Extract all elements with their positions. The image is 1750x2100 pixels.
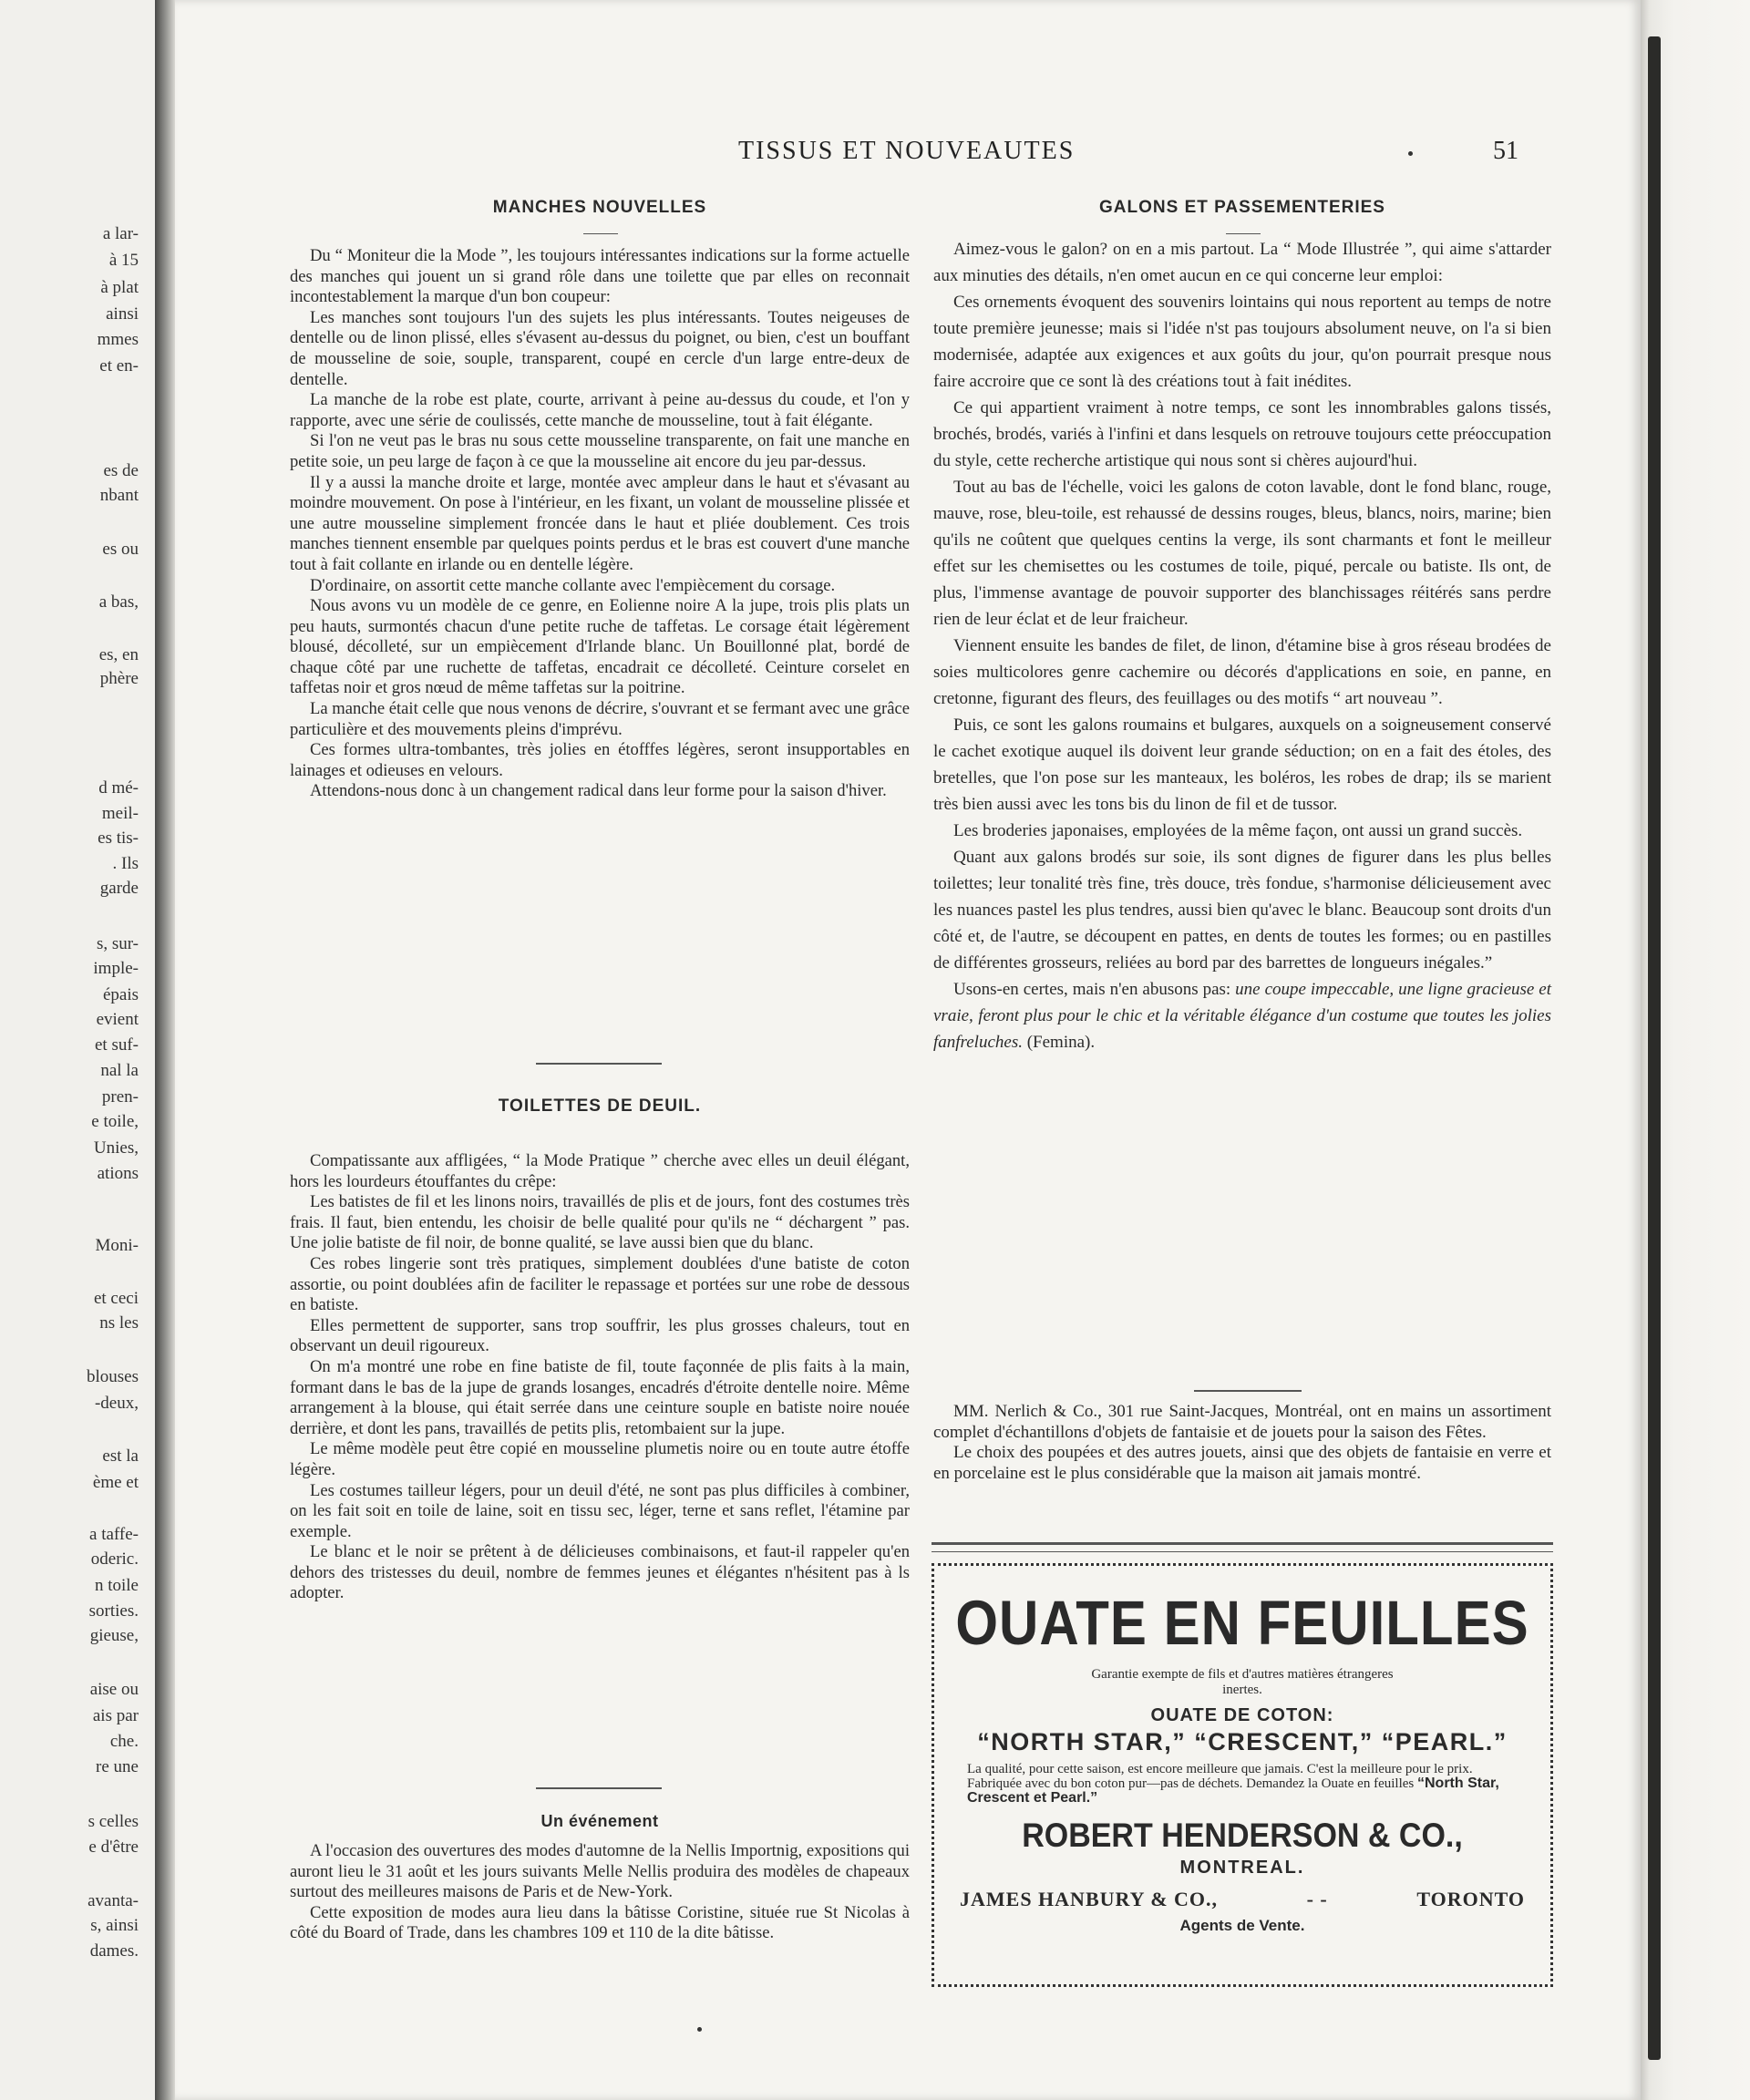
left-page-fragment: blouses (87, 1367, 139, 1386)
left-page-fragment: phère (99, 669, 139, 688)
ad-body-bold: “North Star, Crescent et Pearl.” (967, 1776, 1499, 1806)
speck (1408, 151, 1413, 156)
left-page-fragment: ations (97, 1164, 139, 1183)
ad-agent-name: JAMES HANBURY & CO., (960, 1888, 1219, 1910)
left-page-fragment: s celles (88, 1812, 139, 1831)
left-page-fragment: -deux, (94, 1394, 139, 1413)
left-page-fragment: a lar- (102, 224, 139, 243)
left-page-fragment: pren- (101, 1087, 139, 1107)
ad-top-rule (932, 1551, 1553, 1552)
closing-text: Usons-en certes, mais n'en abusons pas: (953, 980, 1236, 999)
ad-agent-line (934, 1888, 1550, 1911)
paragraph: Compatissante aux affligées, “ la Mode Pratique ” cherche avec elles un deuil élégant, hors les lourdeurs étouffantes du crêpe: (290, 1151, 910, 1191)
article-galons (933, 236, 1551, 1055)
left-page-fragment: es tis- (98, 829, 139, 848)
left-page-fragment: et en- (99, 356, 139, 376)
left-page-fragment: garde (99, 879, 139, 898)
left-page-fragment: e toile, (91, 1112, 139, 1131)
paragraph: Cette exposition de modes aura lieu dans la bâtisse Coristine, située rue St Nicolas à côté du Board of Trade, dans les chambres 109 et 110 de la dite bâtisse. (290, 1902, 910, 1943)
left-page-fragment: che. (109, 1732, 139, 1751)
ad-title: OUATE EN FEUILLES (955, 1587, 1529, 1659)
paragraph: D'ordinaire, on assortit cette manche collante avec l'empiècement du corsage. (310, 575, 836, 595)
article-nerlich (933, 1402, 1551, 1484)
left-page-fragment: et ceci (93, 1289, 139, 1308)
ad-top-rule (932, 1542, 1553, 1545)
right-page-edge (1641, 0, 1750, 2100)
paragraph: Il y a aussi la manche droite et large, montée avec ampleur dans le haut et s'évasant au moindre mouvement. On pose à l'intérieur, en les fixant, un volant de mousseline plissée et une autre mousseline simplement froncée dans le haut et pliée doublement. Ces trois manches tiennent ensemble par quelques points perdus et le bras est couvert d'une manche tout à fait collante en irlande ou en dentelle légère. (290, 472, 910, 574)
ad-agent-dashes: - - (1306, 1888, 1328, 1910)
heading-deuil: TOILETTES DE DEUIL. (498, 1096, 702, 1116)
paragraph: Le même modèle peut être copié en mousseline plumetis noire ou en toute autre étoffe légère. (290, 1439, 910, 1479)
running-title: TISSUS ET NOUVEAUTES (738, 137, 1076, 165)
ad-agent-city: TORONTO (1416, 1888, 1525, 1910)
section-divider (536, 1787, 662, 1789)
ad-guarantee: Garantie exempte de fils et d'autres matières étrangeres inertes. (1091, 1667, 1394, 1697)
page-number: 51 (1493, 137, 1518, 165)
paragraph: Ces ornements évoquent des souvenirs lointains qui nous reportent au temps de notre toute première jeunesse; mais si l'idée n'st pas toujours absolument neuve, on l'a si bien modernisée, adaptée aux exigences et aux goûts du jour, qu'on pourrait presque nous faire accroire que ce sont là des créations tout à fait inédites. (933, 293, 1551, 391)
left-page-fragment: sorties. (88, 1601, 139, 1621)
paragraph: Attendons-nous donc à un changement radical dans leur forme pour la saison d'hiver. (310, 781, 887, 801)
heading-manches: MANCHES NOUVELLES (492, 198, 707, 217)
section-divider (536, 1063, 662, 1065)
left-page-fragment: gieuse, (89, 1626, 139, 1645)
left-page-fragment: avanta- (88, 1891, 139, 1910)
heading-galons: GALONS ET PASSEMENTERIES (1099, 198, 1385, 217)
left-page-fragment: n toile (94, 1576, 139, 1595)
left-page-fragment: nal la (100, 1061, 139, 1080)
left-page-fragment: à plat (100, 278, 139, 297)
left-page-fragment: ns les (99, 1313, 139, 1333)
left-page-fragment: imple- (93, 959, 139, 978)
paragraph: Puis, ce sont les galons roumains et bulgares, auxquels on a soigneusement conservé le cachet exotique auquel ils doivent leur grande séduction; on en a fait des étoles, des bretelles, que l'on pose sur les manteaux, les boléros, les robes de drap; ils se marient très bien aussi avec les tons bis du linon de fil et de tussor. (933, 715, 1551, 814)
paragraph: La manche était celle que nous venons de décrire, s'ouvrant et se fermant avec une grâce particulière et des mouvements pleins d'imprévu. (290, 699, 910, 739)
ad-agents-label: Agents de Vente. (1179, 1917, 1305, 1934)
left-page-fragment: meil- (101, 804, 139, 823)
left-page-fragment: s, ainsi (90, 1916, 139, 1935)
article-deuil (290, 1151, 910, 1604)
advertisement-box (932, 1563, 1553, 1987)
left-page-fragment: es, en (98, 645, 139, 664)
paragraph: Du “ Moniteur die la Mode ”, les toujours intéressantes indications sur la forme actuelle des manches qui jouent un si grand rôle dans une toilette que par elles on reconnait incontestablement la marque d'un bon coupeur: (290, 246, 910, 307)
paragraph: On m'a montré une robe en fine batiste de fil, toute façonnée de plis faits à la main, formant dans le bas de la jupe de grands losanges, encadrés d'étroite dentelle noire. Même arrangement à la blouse, qui était serrée dans une ceinture souple en batiste noire nouée derrière, et dont les pans, travaillés de petits plis, retombaient sur la jupe. (290, 1356, 910, 1438)
left-page-fragment: es ou (102, 540, 139, 559)
left-page-fragment: est la (102, 1446, 139, 1466)
left-page-fragment: oderic. (90, 1549, 139, 1569)
left-page-fragment: à 15 (108, 251, 139, 270)
paragraph: Le choix des poupées et des autres jouets, ainsi que des objets de fantaisie en verre et en porcelaine est le plus considérable que la maison ait jamais montré. (933, 1443, 1551, 1483)
paragraph: Tout au bas de l'échelle, voici les galons de coton lavable, dont le fond blanc, rouge, mauve, rose, bleu-toile, est rehaussé de dessins rouges, bleus, blancs, noirs, marine; bien qu'ils ne coûtent que quelques centins la verge, ils sont charmants et font le meilleur effet sur les chemisettes ou les costumes de toile, piqué, percale ou batiste. Ils ont, de plus, l'immense avantage de pouvoir supporter des blanchissages réitérés sans perdre rien de leur éclat et de leur fraicheur. (933, 478, 1551, 629)
paragraph: Ces robes lingerie sont très pratiques, simplement doublées d'une batiste de coton assortie, ou point doublées afin de faciliter le repassage et portées sur une robe de dessous en batiste. (290, 1253, 910, 1315)
left-page-fragment: ais par (92, 1706, 139, 1725)
closing-source: (Femina). (1022, 1033, 1096, 1052)
paragraph: MM. Nerlich & Co., 301 rue Saint-Jacques, Montréal, ont en mains un assortiment complet d'échantillons d'objets de fantaisie et de jouets pour la saison des Fêtes. (933, 1402, 1551, 1442)
binding-bar (1648, 36, 1661, 2060)
paragraph: Si l'on ne veut pas le bras nu sous cette mousseline transparente, on fait une manche en petite soie, un peu large de façon à ce que la mousseline ait encore du jeu par-dessus. (290, 431, 910, 471)
ad-brands: “NORTH STAR,” “CRESCENT,” “PEARL.” (977, 1728, 1508, 1755)
ad-body (934, 1756, 1550, 1806)
left-page-fragment: s, sur- (96, 934, 139, 953)
left-page-fragment: mmes (97, 330, 139, 349)
left-page-fragment: ème et (92, 1473, 139, 1492)
paragraph: Aimez-vous le galon? on en a mis partout. La “ Mode Illustrée ”, qui aime s'attarder aux minuties des détails, n'en omet aucun en ce qui concerne leur emploi: (933, 240, 1551, 285)
paragraph: Elles permettent de supporter, sans trop souffrir, les plus grosses chaleurs, tout en observant un deuil rigoureux. (290, 1315, 910, 1356)
left-page-fragment: aise ou (89, 1680, 139, 1699)
left-page-fragment: ainsi (106, 304, 139, 324)
paragraph: Viennent ensuite les bandes de filet, de linon, d'étamine bise à gros réseau brodées de soies multicolores genre cachemire ou décorés d'applications en soie, en panne, en cretonne, figurant des fleurs, des feuillages ou des motifs “ art nouveau ”. (933, 636, 1551, 708)
paragraph: La manche de la robe est plate, courte, arrivant à peine au-dessus du coude, et l'on y rapporte, avec une série de coulissés, cette manche de mousseline, tout à fait élégante. (290, 390, 910, 430)
speck (697, 2027, 702, 2032)
left-page-fragment: re une (96, 1757, 139, 1776)
left-page-fragment: et suf- (94, 1035, 139, 1055)
left-page-fragment: a bas, (98, 592, 139, 612)
paragraph: Les costumes tailleur légers, pour un deuil d'été, ne sont pas plus difficiles à combiner, on les fait soit en toile de laine, soit en tissu sec, léger, terne et sans reflet, l'étamine par exemple. (290, 1480, 910, 1541)
left-page-fragment: . Ils (112, 854, 139, 873)
heading-rule (1226, 233, 1261, 234)
left-page-fragment: es de (103, 461, 139, 480)
left-page-fragment: nbant (99, 486, 139, 505)
paragraph: Nous avons vu un modèle de ce genre, en Eolienne noire A la jupe, trois plis plats un peu hauts, surmontés chacun d'une petite ruche de taffetas. Le corsage était légèrement blousé, décolleté, sur un empiècement d'Irlande blanc. Un Bouillonné plat, bordé de chaque côté par une ruchette de taffetas, encadrait ce décolleté. Ceinture corselet en taffetas noir et gros nœud de même taffetas sur la poitrine. (290, 596, 910, 698)
ad-city: MONTREAL. (1179, 1858, 1305, 1878)
heading-rule (583, 233, 618, 234)
left-facing-page (0, 0, 159, 2100)
closing-quote: une coupe impeccable, une ligne gracieuse et vraie, feront plus pour le chic et la véritable élégance d'un costume que toutes les jolies fanfreluches. (933, 980, 1552, 1052)
ad-body-text: La qualité, pour cette saison, est encore meilleure que jamais. C'est la meilleure pour le prix. Fabriquée avec du bon coton pur—pas de déchets. Demandez la Ouate en feuilles (967, 1762, 1473, 1791)
paragraph: Ce qui appartient vraiment à notre temps, ce sont les innombrables galons tissés, brochés, brodés, variés à l'infini et dans lesquels on retrouve toujours cette préoccupation du style, cette recherche artistique qui nous sont si chères aujourd'hui. (933, 398, 1551, 470)
paragraph: Ces formes ultra-tombantes, très jolies en étofffes légères, seront insupportables en lainages et odieuses en velours. (290, 740, 910, 780)
left-page-fragment: dames. (89, 1941, 139, 1961)
paragraph: Quant aux galons brodés sur soie, ils sont dignes de figurer dans les plus belles toilettes; leur tonalité très fine, très douce, très fondue, s'harmonise délicieusement avec les nuances pastel les plus tendres, aussi bien qu'avec le blanc. Beaucoup sont droits d'un côté et, de l'autre, se découpent en pattes, en dents de toutes les formes; ou en pastilles de différentes grosseurs, reliées au bord par des barrettes de longueurs inégales.” (933, 848, 1551, 973)
paragraph: Les batistes de fil et les linons noirs, travaillés de plis et de jours, font des costumes très frais. Il faut, bien entendu, les choisir de belle qualité pour qu'ils ne “ déchargent ” pas. Une jolie batiste de fil noir, de bonne qualité, se lave aussi bien que du blanc. (290, 1192, 910, 1253)
left-page-fragment: a taffe- (89, 1525, 139, 1544)
left-page-fragment: Moni- (95, 1236, 139, 1255)
ad-subtitle: OUATE DE COTON: (1150, 1705, 1334, 1725)
article-manches (290, 246, 910, 802)
left-page-fragment: Unies, (93, 1138, 139, 1158)
paragraph: Les manches sont toujours l'un des sujets les plus intéressants. Toutes neigeuses de dentelle ou de linon plissé, elles s'évasent au-dessus du poignet, ou bien, c'est un bouffant de mousseline de soie, souple, transparent, coupé en cercle d'un large entre-deux de dentelle. (290, 307, 910, 389)
ad-company: ROBERT HENDERSON & CO., (1022, 1817, 1463, 1855)
paragraph: A l'occasion des ouvertures des modes d'automne de la Nellis Importnig, expositions qui auront lieu le 31 août et les jours suivants Melle Nellis produira des modèles de chapeaux surtout des meilleures maisons de Paris et de New-York. (290, 1841, 910, 1902)
left-page-fragment: épais (102, 985, 139, 1004)
paragraph: Les broderies japonaises, employées de la même façon, ont aussi un grand succès. (953, 821, 1523, 840)
section-divider (1194, 1390, 1302, 1392)
left-page-fragment: evient (96, 1010, 139, 1029)
closing-paragraph (933, 976, 1551, 1055)
left-page-fragment: d mé- (98, 778, 139, 798)
left-page-fragment: e d'être (88, 1838, 139, 1857)
book-gutter (155, 0, 175, 2100)
heading-evenement: Un événement (540, 1812, 659, 1830)
paragraph: Le blanc et le noir se prêtent à de délicieuses combinaisons, et faut-il rappeler qu'en dehors des tristesses du deuil, nombre de femmes jeunes et élégantes n'hésitent pas à ls adopter. (290, 1542, 910, 1603)
article-evenement (290, 1841, 910, 1944)
